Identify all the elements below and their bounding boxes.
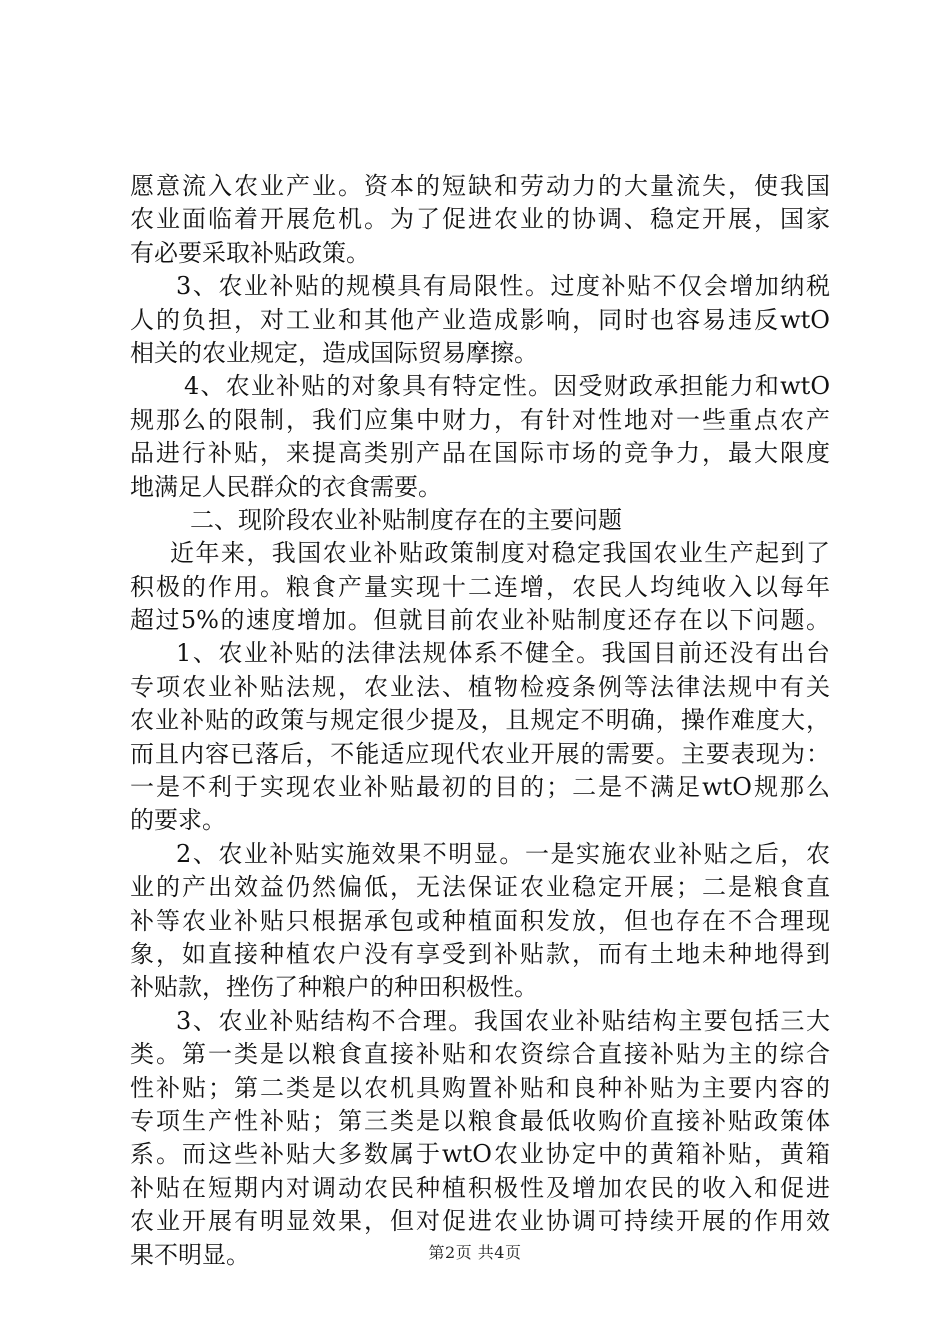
text-line: 品进行补贴，来提高类别产品在国际市场的竞争力，最大限度 xyxy=(130,439,830,468)
text-line: 3、农业补贴的规模具有局限性。过度补贴不仅会增加纳税 xyxy=(176,272,830,301)
text-line: 专项农业补贴法规，农业法、植物检疫条例等法律法规中有关 xyxy=(130,672,830,701)
text-line: 相关的农业规定，造成国际贸易摩擦。 xyxy=(130,338,538,367)
text-line: 4、农业补贴的对象具有特定性。因受财政承担能力和wtO xyxy=(184,372,830,401)
text-line: 2、农业补贴实施效果不明显。一是实施农业补贴之后，农 xyxy=(176,839,830,868)
page-number-footer: 第2页 共4页 xyxy=(428,1243,522,1262)
text-line: 业的产出效益仍然偏低，无法保证农业稳定开展；二是粮食直 xyxy=(130,873,830,902)
document-body xyxy=(130,170,830,1272)
text-line: 地满足人民群众的衣食需要。 xyxy=(130,472,442,501)
text-line: 愿意流入农业产业。资本的短缺和劳动力的大量流失，使我国 xyxy=(130,172,830,200)
text-line: 补等农业补贴只根据承包或种植面积发放，但也存在不合理现 xyxy=(130,906,830,935)
text-line: 超过5%的速度增加。但就目前农业补贴制度还存在以下问题。 xyxy=(130,606,830,635)
text-line: 一是不利于实现农业补贴最初的目的；二是不满足wtO规那么 xyxy=(130,773,830,802)
text-line: 农业面临着开展危机。为了促进农业的协调、稳定开展，国家 xyxy=(130,205,830,234)
text-line: 3、农业补贴结构不合理。我国农业补贴结构主要包括三大 xyxy=(176,1006,830,1035)
text-line: 专项生产性补贴；第三类是以粮食最低收购价直接补贴政策体 xyxy=(130,1106,830,1135)
text-line: 有必要采取补贴政策。 xyxy=(130,238,370,267)
text-line: 果不明显。 xyxy=(130,1240,250,1269)
text-line: 的要求。 xyxy=(130,806,226,835)
text-line: 补贴款，挫伤了种粮户的种田积极性。 xyxy=(130,973,538,1002)
text-line: 规那么的限制，我们应集中财力，有针对性地对一些重点农产 xyxy=(130,405,830,434)
text-line: 性补贴；第二类是以农机具购置补贴和良种补贴为主要内容的 xyxy=(130,1073,830,1102)
text-line: 近年来，我国农业补贴政策制度对稳定我国农业生产起到了 xyxy=(170,539,830,568)
text-line: 象，如直接种植农户没有享受到补贴款，而有土地未种地得到 xyxy=(130,939,830,968)
text-line: 人的负担，对工业和其他产业造成影响，同时也容易违反wtO xyxy=(130,305,830,334)
text-line: 1、农业补贴的法律法规体系不健全。我国目前还没有出台 xyxy=(176,639,830,668)
section-heading: 二、现阶段农业补贴制度存在的主要问题 xyxy=(190,505,622,534)
text-line: 补贴在短期内对调动农民种植积极性及增加农民的收入和促进 xyxy=(130,1173,830,1202)
text-line: 类。第一类是以粮食直接补贴和农资综合直接补贴为主的综合 xyxy=(130,1040,830,1069)
text-line: 农业开展有明显效果，但对促进农业协调可持续开展的作用效 xyxy=(130,1207,830,1236)
text-line: 系。而这些补贴大多数属于wtO农业协定中的黄箱补贴，黄箱 xyxy=(130,1140,830,1169)
text-line: 农业补贴的政策与规定很少提及，且规定不明确，操作难度大， xyxy=(130,706,830,735)
text-line: 积极的作用。粮食产量实现十二连增，农民人均纯收入以每年 xyxy=(130,572,830,601)
text-line: 而且内容已落后，不能适应现代农业开展的需要。主要表现为： xyxy=(130,739,830,768)
